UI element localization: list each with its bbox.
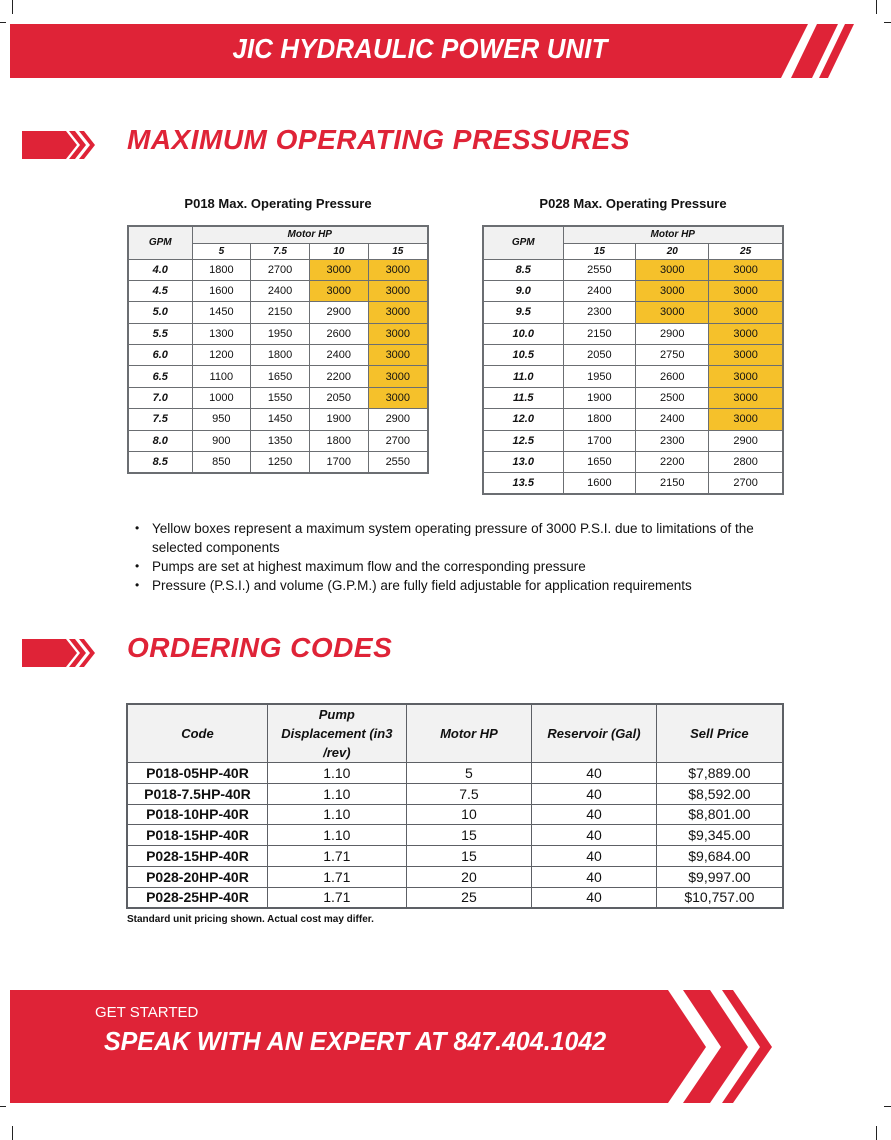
pressure-cell-max: 3000 xyxy=(709,366,783,387)
crop-mark xyxy=(12,0,13,14)
gpm-cell: 11.0 xyxy=(483,366,563,387)
code-cell: P028-25HP-40R xyxy=(127,887,267,908)
pressure-cell-max: 3000 xyxy=(368,259,428,280)
code-cell: P018-05HP-40R xyxy=(127,763,267,784)
table-row xyxy=(483,259,783,280)
motor-hp-cell: 5 xyxy=(406,763,531,784)
pressure-cell: 2200 xyxy=(309,366,368,387)
motor-hp-cell: 20 xyxy=(406,866,531,887)
table-row xyxy=(483,387,783,408)
code-cell: P028-20HP-40R xyxy=(127,866,267,887)
ordering-codes-table xyxy=(126,703,784,909)
pressure-cell: 2300 xyxy=(636,430,709,451)
pressure-cell-max: 3000 xyxy=(709,259,783,280)
price-cell: $7,889.00 xyxy=(656,763,783,784)
chevron-arrow-icon xyxy=(22,635,97,669)
table-row xyxy=(127,846,783,867)
displacement-cell: 1.10 xyxy=(267,783,406,804)
displacement-label: Pump Displacement (in3 /rev) xyxy=(281,707,393,760)
p018-pressure-table xyxy=(127,196,429,474)
gpm-cell: 8.5 xyxy=(128,452,192,473)
table-row xyxy=(483,473,783,494)
reservoir-cell: 40 xyxy=(532,783,657,804)
pressure-cell: 950 xyxy=(192,409,251,430)
pressure-cell-max: 3000 xyxy=(368,366,428,387)
pressure-cell: 2800 xyxy=(709,452,783,473)
pressure-cell-max: 3000 xyxy=(709,409,783,430)
code-cell: P018-10HP-40R xyxy=(127,804,267,825)
pressure-cell: 1200 xyxy=(192,345,251,366)
gpm-cell: 12.0 xyxy=(483,409,563,430)
motor-hp-cell: 10 xyxy=(406,804,531,825)
pressure-cell: 1650 xyxy=(251,366,310,387)
contact-phone-cta: SPEAK WITH AN EXPERT AT 847.404.1042 xyxy=(104,1026,607,1056)
pressure-cell: 2700 xyxy=(368,430,428,451)
pressure-cell: 2900 xyxy=(636,323,709,344)
displacement-cell: 1.10 xyxy=(267,825,406,846)
pressure-cell: 1800 xyxy=(251,345,310,366)
pressure-cell: 2700 xyxy=(709,473,783,494)
pressure-cell: 2600 xyxy=(636,366,709,387)
gpm-cell: 9.0 xyxy=(483,280,563,301)
pressure-cell: 2050 xyxy=(563,345,636,366)
crop-mark xyxy=(876,1126,877,1140)
pressure-cell: 1550 xyxy=(251,387,310,408)
page-title: JIC HYDRAULIC POWER UNIT xyxy=(232,33,608,64)
table-row xyxy=(483,452,783,473)
motor-hp-cell: 25 xyxy=(406,887,531,908)
table-row xyxy=(483,302,783,323)
gpm-cell: 5.0 xyxy=(128,302,192,323)
reservoir-cell: 40 xyxy=(532,804,657,825)
pressure-cell: 1450 xyxy=(251,409,310,430)
table-row xyxy=(128,280,428,301)
price-cell: $10,757.00 xyxy=(656,887,783,908)
price-cell: $9,684.00 xyxy=(656,846,783,867)
pressure-cell: 2150 xyxy=(636,473,709,494)
reservoir-cell: 40 xyxy=(532,887,657,908)
reservoir-cell: 40 xyxy=(532,866,657,887)
hp-column-header: 15 xyxy=(563,243,636,259)
table-row xyxy=(483,409,783,430)
pressure-cell: 2900 xyxy=(309,302,368,323)
gpm-cell: 13.5 xyxy=(483,473,563,494)
pressure-cell-max: 3000 xyxy=(709,280,783,301)
table-row xyxy=(128,302,428,323)
pressure-cell: 1100 xyxy=(192,366,251,387)
pressure-cell: 1900 xyxy=(309,409,368,430)
pressure-cell: 2550 xyxy=(368,452,428,473)
table-row xyxy=(128,345,428,366)
section-heading-ordering xyxy=(22,632,722,668)
displacement-cell: 1.10 xyxy=(267,804,406,825)
pressure-cell: 1800 xyxy=(192,259,251,280)
table-row xyxy=(128,387,428,408)
gpm-cell: 4.0 xyxy=(128,259,192,280)
price-cell: $8,592.00 xyxy=(656,783,783,804)
code-cell: P018-15HP-40R xyxy=(127,825,267,846)
header-banner xyxy=(0,20,891,80)
pressure-cell: 1250 xyxy=(251,452,310,473)
price-cell: $9,997.00 xyxy=(656,866,783,887)
pressure-cell: 1800 xyxy=(563,409,636,430)
hp-column-header: 10 xyxy=(309,243,368,259)
table-row xyxy=(127,887,783,908)
reservoir-cell: 40 xyxy=(532,846,657,867)
displacement-cell: 1.10 xyxy=(267,763,406,784)
p028-pressure-table xyxy=(482,196,784,495)
gpm-cell: 13.0 xyxy=(483,452,563,473)
displacement-cell: 1.71 xyxy=(267,887,406,908)
motor-hp-cell: 15 xyxy=(406,825,531,846)
pressure-cell: 2150 xyxy=(251,302,310,323)
pressure-cell: 1300 xyxy=(192,323,251,344)
code-cell: P018-7.5HP-40R xyxy=(127,783,267,804)
pressure-cell: 2700 xyxy=(251,259,310,280)
gpm-cell: 8.5 xyxy=(483,259,563,280)
note-item: • Pumps are set at highest maximum flow and the corresponding pressure xyxy=(132,557,792,576)
pressure-cell: 1650 xyxy=(563,452,636,473)
table-row xyxy=(127,804,783,825)
pressure-cell-max: 3000 xyxy=(709,302,783,323)
pressure-cell: 850 xyxy=(192,452,251,473)
hp-column-header: 15 xyxy=(368,243,428,259)
pressure-cell: 1950 xyxy=(251,323,310,344)
pressure-cell-max: 3000 xyxy=(636,259,709,280)
pressure-cell: 1450 xyxy=(192,302,251,323)
price-cell: $8,801.00 xyxy=(656,804,783,825)
section-heading-pressures xyxy=(22,124,722,160)
table-row xyxy=(127,866,783,887)
column-header-motor-hp: Motor HP xyxy=(406,704,531,763)
section-title: MAXIMUM OPERATING PRESSURES xyxy=(127,124,631,155)
table-row xyxy=(127,825,783,846)
pressure-cell-max: 3000 xyxy=(368,387,428,408)
crop-mark xyxy=(876,0,877,14)
table-row xyxy=(128,409,428,430)
motor-hp-header: Motor HP xyxy=(563,226,783,243)
table-row xyxy=(128,323,428,344)
crop-mark xyxy=(0,1106,6,1107)
pressure-cell: 1950 xyxy=(563,366,636,387)
pressure-cell: 2400 xyxy=(636,409,709,430)
pressure-cell: 1700 xyxy=(563,430,636,451)
gpm-cell: 6.0 xyxy=(128,345,192,366)
pressure-cell-max: 3000 xyxy=(636,280,709,301)
column-header-price: Sell Price xyxy=(656,704,783,763)
table-row xyxy=(127,763,783,784)
displacement-cell: 1.71 xyxy=(267,866,406,887)
table-caption: P018 Max. Operating Pressure xyxy=(184,196,372,211)
table-row xyxy=(483,430,783,451)
motor-hp-cell: 7.5 xyxy=(406,783,531,804)
gpm-cell: 8.0 xyxy=(128,430,192,451)
code-cell: P028-15HP-40R xyxy=(127,846,267,867)
pressure-cell: 2900 xyxy=(368,409,428,430)
section-title: ORDERING CODES xyxy=(127,632,393,663)
pressure-cell: 2500 xyxy=(636,387,709,408)
pressure-cell-max: 3000 xyxy=(636,302,709,323)
pressure-cell: 2750 xyxy=(636,345,709,366)
price-cell: $9,345.00 xyxy=(656,825,783,846)
gpm-header: GPM xyxy=(483,226,563,259)
gpm-cell: 7.0 xyxy=(128,387,192,408)
displacement-cell: 1.71 xyxy=(267,846,406,867)
pressure-cell-max: 3000 xyxy=(368,323,428,344)
chevron-arrow-icon xyxy=(22,127,97,161)
pressure-cell-max: 3000 xyxy=(368,280,428,301)
gpm-cell: 4.5 xyxy=(128,280,192,301)
gpm-cell: 12.5 xyxy=(483,430,563,451)
pressure-cell-max: 3000 xyxy=(309,259,368,280)
column-header-code: Code xyxy=(127,704,267,763)
pressure-cell: 2400 xyxy=(563,280,636,301)
hp-column-header: 7.5 xyxy=(251,243,310,259)
pricing-footnote: Standard unit pricing shown. Actual cost may differ. xyxy=(127,914,374,925)
pressure-cell: 2900 xyxy=(709,430,783,451)
crop-mark xyxy=(884,1106,891,1107)
table-row xyxy=(483,280,783,301)
reservoir-cell: 40 xyxy=(532,763,657,784)
table-row xyxy=(128,430,428,451)
pressure-cell: 1800 xyxy=(309,430,368,451)
gpm-cell: 9.5 xyxy=(483,302,563,323)
gpm-cell: 6.5 xyxy=(128,366,192,387)
gpm-cell: 10.0 xyxy=(483,323,563,344)
footer-kicker: GET STARTED xyxy=(95,1004,199,1021)
crop-mark xyxy=(12,1126,13,1140)
pressure-cell: 2150 xyxy=(563,323,636,344)
hp-column-header: 25 xyxy=(709,243,783,259)
hp-column-header: 5 xyxy=(192,243,251,259)
column-header-reservoir: Reservoir (Gal) xyxy=(532,704,657,763)
pressure-cell-max: 3000 xyxy=(709,323,783,344)
table-row xyxy=(483,345,783,366)
table-row xyxy=(127,783,783,804)
pressure-cell: 900 xyxy=(192,430,251,451)
pressure-cell: 2600 xyxy=(309,323,368,344)
table-caption: P028 Max. Operating Pressure xyxy=(539,196,727,211)
pressure-cell: 2200 xyxy=(636,452,709,473)
hp-column-header: 20 xyxy=(636,243,709,259)
reservoir-cell: 40 xyxy=(532,825,657,846)
table-row xyxy=(483,366,783,387)
table-row xyxy=(483,323,783,344)
pressure-cell-max: 3000 xyxy=(368,345,428,366)
pressure-cell: 1600 xyxy=(563,473,636,494)
pressure-cell: 2550 xyxy=(563,259,636,280)
footer-banner xyxy=(0,988,891,1106)
table-row xyxy=(128,259,428,280)
gpm-cell: 7.5 xyxy=(128,409,192,430)
gpm-cell: 5.5 xyxy=(128,323,192,344)
pressure-cell-max: 3000 xyxy=(309,280,368,301)
motor-hp-header: Motor HP xyxy=(192,226,428,243)
pressure-cell-max: 3000 xyxy=(709,345,783,366)
pressure-cell: 2400 xyxy=(309,345,368,366)
table-row xyxy=(128,366,428,387)
pressure-cell: 1350 xyxy=(251,430,310,451)
gpm-cell: 11.5 xyxy=(483,387,563,408)
gpm-cell: 10.5 xyxy=(483,345,563,366)
pressure-cell: 1900 xyxy=(563,387,636,408)
gpm-header: GPM xyxy=(128,226,192,259)
pressure-cell: 1000 xyxy=(192,387,251,408)
pressure-cell: 2400 xyxy=(251,280,310,301)
note-item: • Pressure (P.S.I.) and volume (G.P.M.) are fully field adjustable for application requirements xyxy=(132,576,792,595)
pressure-cell: 2050 xyxy=(309,387,368,408)
pressure-cell: 2300 xyxy=(563,302,636,323)
table-row xyxy=(128,452,428,473)
motor-hp-cell: 15 xyxy=(406,846,531,867)
pressure-cell: 1600 xyxy=(192,280,251,301)
note-item: • Yellow boxes represent a maximum system operating pressure of 3000 P.S.I. due to limitations of the selected components xyxy=(132,519,792,557)
notes-list xyxy=(132,519,792,595)
column-header-displacement xyxy=(267,704,406,763)
pressure-cell: 1700 xyxy=(309,452,368,473)
pressure-cell-max: 3000 xyxy=(368,302,428,323)
pressure-cell-max: 3000 xyxy=(709,387,783,408)
